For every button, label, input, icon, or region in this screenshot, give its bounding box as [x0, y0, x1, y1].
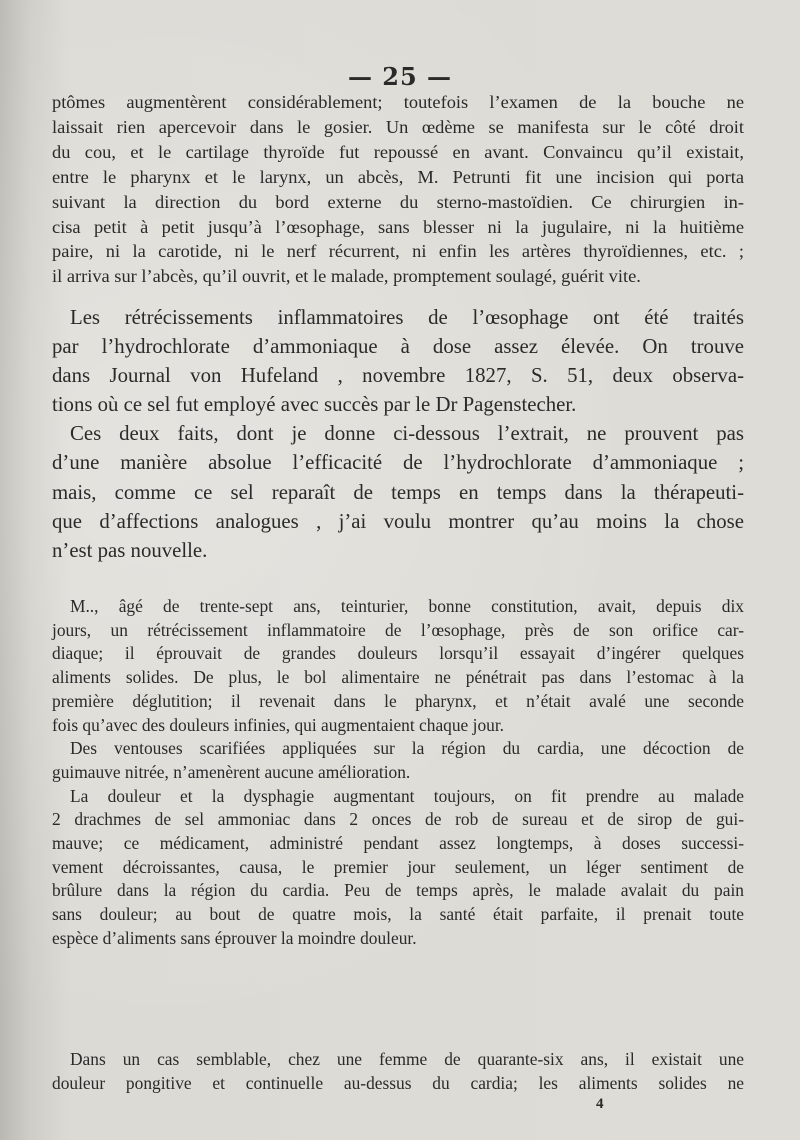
text-line: La douleur et la dysphagie augmentant toujours, on fit prendre au malade	[70, 785, 744, 806]
text-line: aliments solides. De plus, le bol alimentaire ne pénétrait pas dans l’estomac à la	[52, 667, 744, 688]
text-line: ptômes augmentèrent considérablement; toutefois l’examen de la bouche ne	[52, 92, 744, 112]
text-line: guimauve nitrée, n’amenèrent aucune amélioration.	[52, 761, 411, 782]
text-line: suivant la direction du bord externe du sterno-mastoïdien. Ce chirurgien in-	[52, 191, 744, 212]
text-line: Des ventouses scarifiées appliquées sur la région du cardia, une décoction de	[70, 738, 744, 759]
text-line: que d’affections analogues , j’ai voulu montrer qu’au moins la chose	[52, 509, 744, 533]
text-line: mauve; ce médicament, administré pendant assez longtemps, à doses successi-	[52, 833, 744, 854]
paragraph-hydrochlorate	[52, 303, 744, 565]
text-line: dans Journal von Hufeland , novembre 1827, S. 51, deux observa-	[52, 364, 744, 388]
text-line: vement décroissantes, causa, le premier jour seulement, un léger sentiment de	[52, 856, 744, 877]
text-line: première déglutition; il revenait dans le pharynx, et n’était avalé une seconde	[52, 690, 744, 711]
text-line: entre le pharynx et le larynx, un abcès, M. Petrunti fit une incision qui porta	[52, 166, 744, 187]
text-line: laissait rien apercevoir dans le gosier. Un œdème se manifesta sur le côté droit	[52, 116, 744, 137]
text-line: espèce d’aliments sans éprouver la moindre douleur.	[52, 927, 417, 948]
paragraph-second-case	[52, 1048, 744, 1095]
text-line: 2 drachmes de sel ammoniac dans 2 onces de rob de sureau et de sirop de gui-	[52, 809, 744, 830]
paragraph-abscess-case	[52, 90, 744, 289]
paragraph-observation	[52, 595, 744, 951]
text-line: par l’hydrochlorate d’ammoniaque à dose assez élevée. On trouve	[52, 335, 744, 359]
text-line: M.., âgé de trente-sept ans, teinturier, bonne constitution, avait, depuis dix	[70, 596, 744, 616]
text-line: Les rétrécissements inflammatoires de l’œsophage ont été traités	[70, 306, 744, 329]
text-line: d’une manière absolue l’efficacité de l’hydrochlorate d’ammoniaque ;	[52, 451, 744, 475]
text-line: diaque; il éprouvait de grandes douleurs lorsqu’il essayait d’ingérer quelques	[52, 643, 744, 664]
text-line: mais, comme ce sel reparaît de temps en temps dans la thérapeuti-	[52, 480, 744, 504]
text-line: fois qu’avec des douleurs infinies, qui augmentaient chaque jour.	[52, 714, 505, 735]
signature-mark: 4	[596, 1096, 604, 1112]
text-line: Ces deux faits, dont je donne ci-dessous l’extrait, ne prouvent pas	[70, 422, 744, 446]
text-line: Dans un cas semblable, chez une femme de quarante-six ans, il existait une	[70, 1049, 744, 1069]
text-line: cisa petit à petit jusqu’à l’œsophage, sans blesser ni la jugulaire, ni la huitième	[52, 216, 744, 237]
text-line: sans douleur; au bout de quatre mois, la santé était parfaite, il prenait toute	[52, 904, 744, 925]
text-line: tions où ce sel fut employé avec succès par le Dr Pagenstecher.	[52, 393, 577, 417]
text-line: paire, ni la carotide, ni le nerf récurrent, ni enfin les artères thyroïdiennes, etc. ;	[52, 241, 744, 262]
page-number: — 25 —	[347, 62, 453, 91]
text-line: n’est pas nouvelle.	[52, 538, 208, 562]
text-line: il arriva sur l’abcès, qu’il ouvrit, et le malade, promptement soulagé, guérit vite.	[52, 266, 641, 287]
text-line: brûlure dans la région du cardia. Peu de temps après, le malade avalait du pain	[52, 880, 744, 901]
text-line: jours, un rétrécissement inflammatoire de l’œsophage, près de son orifice car-	[52, 619, 744, 640]
text-line: du cou, et le cartilage thyroïde fut repoussé en avant. Convaincu qu’il existait,	[52, 141, 744, 162]
text-line: douleur pongitive et continuelle au-dessus du cardia; les aliments solides ne	[52, 1072, 744, 1093]
